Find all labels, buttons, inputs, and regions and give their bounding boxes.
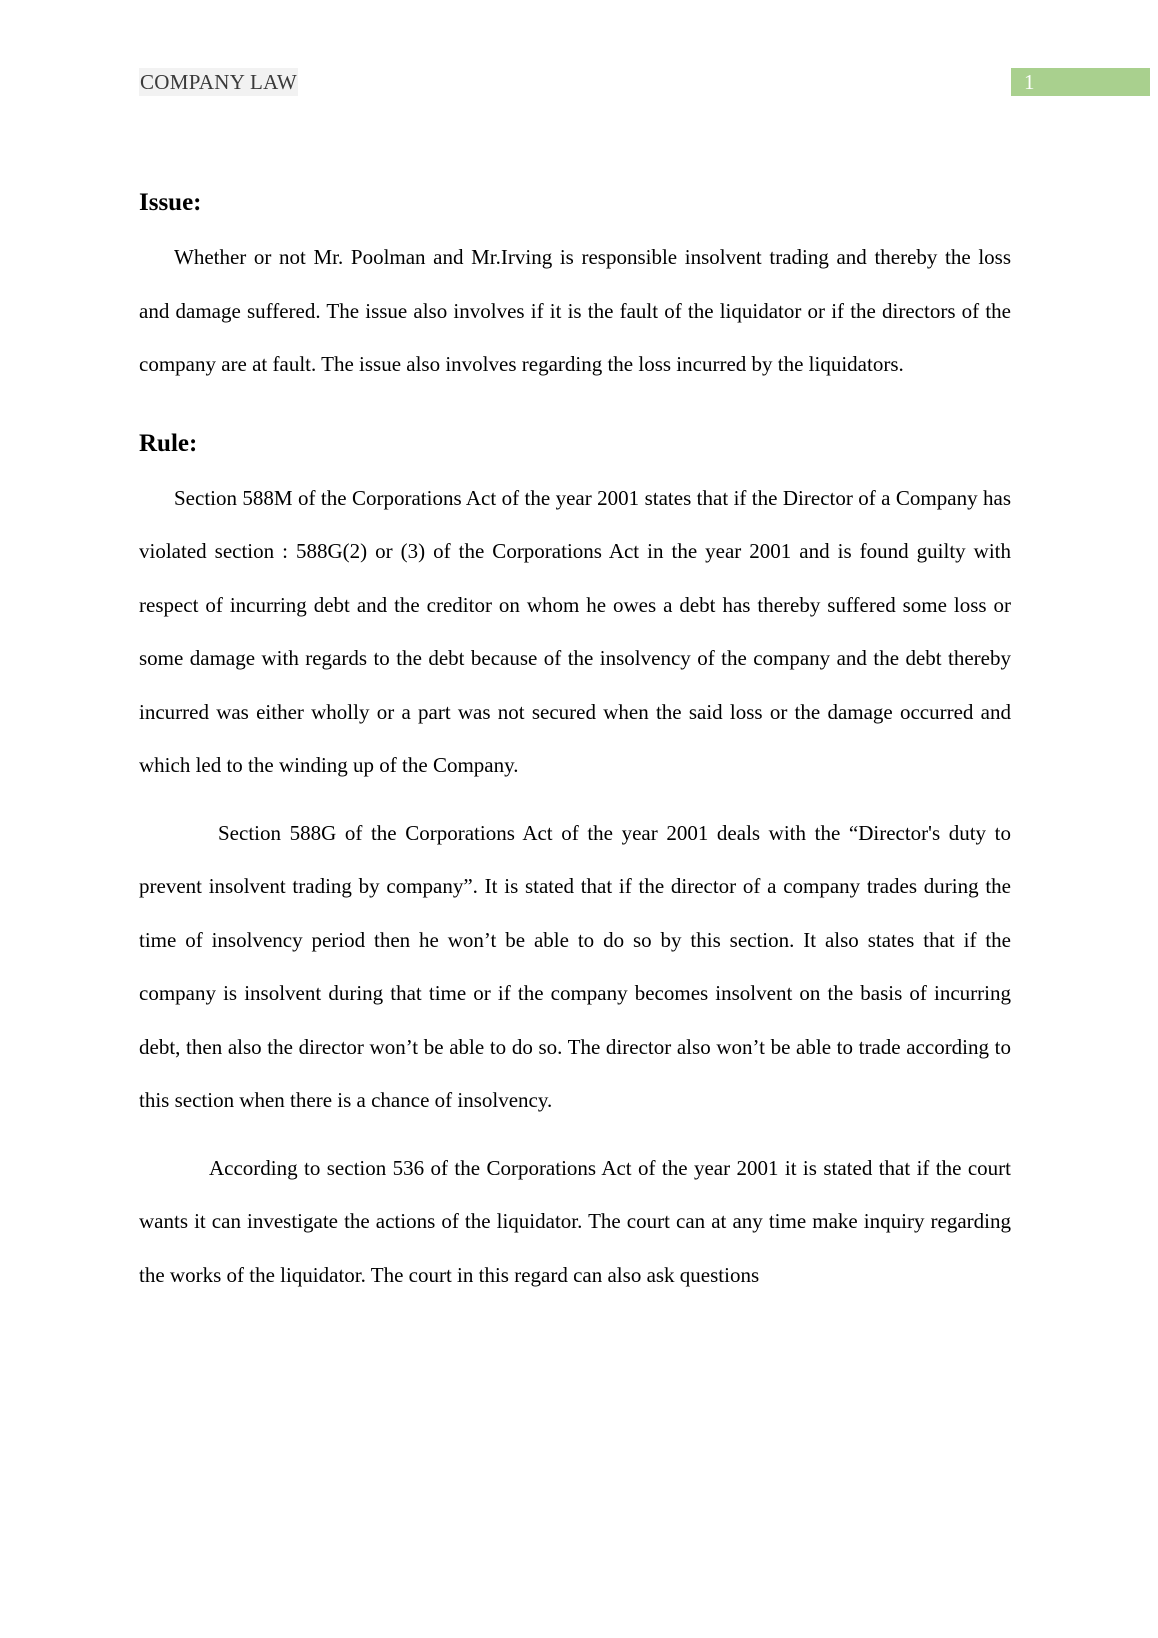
issue-heading: Issue:	[139, 189, 202, 216]
page-number-bar	[1011, 68, 1150, 96]
rule-paragraph-536: According to section 536 of the Corporations Act of the year 2001 it is stated that if the court wants it can investigate the actions of the liquidator. The court can at any time make inquiry regarding the works of the liquidator. The court in this regard can also ask questions	[139, 1155, 1011, 1287]
running-header-title: COMPANY LAW	[140, 70, 297, 94]
rule-heading: Rule:	[139, 429, 198, 457]
page-number: 1	[1024, 70, 1035, 94]
issue-paragraph: Whether or not Mr. Poolman and Mr.Irving is responsible insolvent trading and thereby the loss and damage suffered. The issue also involves if it is the fault of the liquidator or if the directors of the company are at fault. The issue also involves regarding the loss incurred by the liquidators.	[139, 245, 1011, 376]
document-body	[139, 185, 1011, 1302]
rule-paragraph-588m: Section 588M of the Corporations Act of the year 2001 states that if the Director of a Company has violated section : 588G(2) or (3) of the Corporations Act in the year 2001 and is found guilty with respect of incurring debt and the creditor on whom he owes a debt has thereby suffered some loss or some damage with regards to the debt because of the insolvency of the company and the debt thereby incurred was either wholly or a part was not secured when the said loss or the damage occurred and which led to the winding up of the Company.	[139, 485, 1011, 777]
rule-paragraph-588g: Section 588G of the Corporations Act of the year 2001 deals with the “Director's duty to prevent insolvent trading by company”. It is stated that if the director of a company trades during the time of insolvency period then he won’t be able to do so by this section. It also states that if the company is insolvent during that time or if the company becomes insolvent on the basis of incurring debt, then also the director won’t be able to do so. The director also won’t be able to trade according to this section when there is a chance of insolvency.	[139, 820, 1011, 1112]
